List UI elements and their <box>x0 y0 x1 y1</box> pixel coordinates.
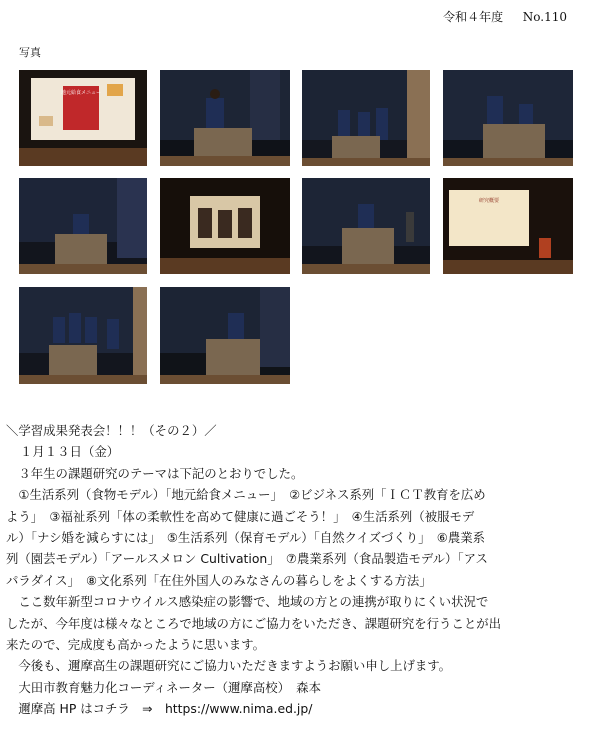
photo-7-speaker-podium <box>302 178 430 274</box>
slide-title-text: 地元給食メニュー <box>60 90 102 96</box>
photo-2-speaker-podium <box>160 70 290 166</box>
article-line: ここ数年新型コロナウイルス感染症の影響で、地域の方との連携が取りにくい状況で <box>6 594 489 610</box>
photo-8-slide-screen <box>443 178 573 274</box>
photo-section-label: 写真 <box>19 46 41 59</box>
article-line: ル）「ナシ婚を減らすには」 ⑤生活系列（保育モデル）「自然クイズづくり」 ⑥農業系 <box>6 530 486 546</box>
photo-5-speaker-podium <box>19 178 147 274</box>
article-line: パラダイス」 ⑧文化系列「在住外国人のみなさんの暮らしをよくする方法」 <box>6 572 432 588</box>
author-line: 大田市教育魅力化コーディネーター（邇摩高校） 森本 <box>6 679 321 695</box>
homepage-link[interactable]: 邇摩高 HP はコチラ ⇒ https://www.nima.ed.jp/ <box>6 701 313 717</box>
photo-9-group-presentation <box>19 287 147 384</box>
issue-header <box>443 8 567 25</box>
fiscal-year: 令和４年度 <box>443 10 504 24</box>
article-line: よう」 ③福祉系列「体の柔軟性を高めて健康に過ごそう！」 ④生活系列（被服モデ <box>6 508 475 524</box>
issue-number: No.110 <box>522 10 567 24</box>
article-body <box>6 420 606 720</box>
article-line: ３年生の課題研究のテーマは下記のとおりでした。 <box>6 465 304 481</box>
photo-6-video-screen <box>160 178 290 274</box>
article-line: 列（園芸モデル）「アールスメロン Cultivation」 ⑦農業系列（食品製造モデル）「アス <box>6 551 488 567</box>
photo-10-speaker-podium <box>160 287 290 384</box>
article-title: ＼学習成果発表会！！！（その２）／ <box>6 423 217 438</box>
photo-4-two-speakers <box>443 70 573 166</box>
article-line: ①生活系列（食物モデル）「地元給食メニュー」 ②ビジネス系列「ＩＣＴ教育を広め <box>6 487 486 503</box>
article-line: 来たので、完成度も高かったように思います。 <box>6 637 265 653</box>
slide2-title-text: 研究概要 <box>478 198 500 204</box>
photo-3-group-speakers <box>302 70 430 166</box>
article-line: 今後も、邇摩高生の課題研究にご協力いただきますようお願い申し上げます。 <box>6 658 452 674</box>
article-date: １月１３日（金） <box>20 444 120 460</box>
article-line: したが、今年度は様々なところで地域の方にご協力をいただき、課題研究を行うことが出 <box>6 615 502 631</box>
photo-1-slide-screen <box>19 70 147 166</box>
